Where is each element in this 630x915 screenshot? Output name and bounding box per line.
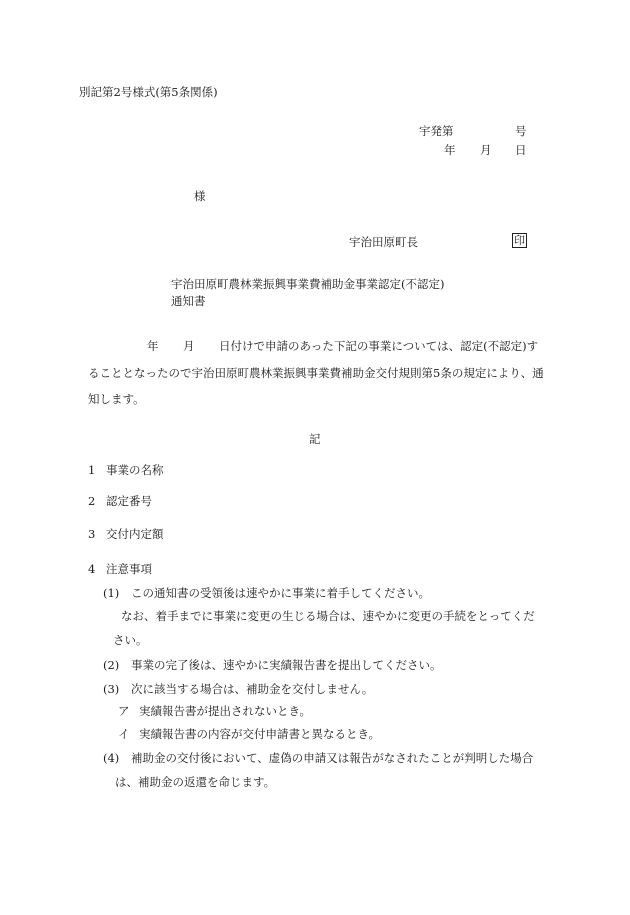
note-4-line1: 補助金の交付後において、虚偽の申請又は報告がなされたことが判明した場合 <box>131 751 534 765</box>
note-1-num: (1) <box>103 586 120 600</box>
note-1-sub-line2: さい。 <box>113 633 148 647</box>
note-2-text: 事業の完了後は、速やかに実績報告書を提出してください。 <box>131 658 442 672</box>
body-line1: 日付けで申請のあった下記の事業については、認定(不認定)す <box>219 339 539 353</box>
date-year-label: 年 <box>444 143 456 157</box>
note-1-text: この通知書の受領後は速やかに事業に着手してください。 <box>131 586 430 600</box>
note-3-num: (3) <box>103 682 120 696</box>
body-date-month: 月 <box>183 339 195 353</box>
note-3-text: 次に該当する場合は、補助金を交付しません。 <box>131 682 374 696</box>
issuer-title: 宇治田原町長 <box>349 235 418 249</box>
seal-mark <box>512 233 527 248</box>
body-line2: ることとなったので宇治田原町農林業振興事業費補助金交付規則第5条の規定により、通 <box>88 366 544 380</box>
item-4-label: 注意事項 <box>106 562 152 576</box>
doc-title-line2: 通知書 <box>171 294 206 308</box>
document-number-suffix: 号 <box>515 124 527 138</box>
item-2-num: 2 <box>88 494 96 508</box>
doc-title-line1: 宇治田原町農林業振興事業費補助金事業認定(不認定) <box>171 277 445 291</box>
date-day-label: 日 <box>515 143 527 157</box>
document-number-prefix: 宇発第 <box>419 124 454 138</box>
recipient-suffix: 様 <box>194 189 206 203</box>
ki-heading: 記 <box>309 432 321 446</box>
note-3b-mark: イ <box>118 727 130 741</box>
note-2-num: (2) <box>103 658 120 672</box>
item-1-num: 1 <box>88 463 96 477</box>
item-2-label: 認定番号 <box>106 494 152 508</box>
item-1-label: 事業の名称 <box>106 463 164 477</box>
item-4-num: 4 <box>88 562 96 576</box>
note-3a-text: 実績報告書が提出されないとき。 <box>139 704 312 718</box>
note-4-num: (4) <box>103 751 120 765</box>
note-4-line2: は、補助金の返還を命じます。 <box>115 775 276 789</box>
date-month-label: 月 <box>480 143 492 157</box>
item-3-num: 3 <box>88 527 96 541</box>
body-line3: 知します。 <box>88 392 145 406</box>
form-label: 別記第2号様式(第5条関係) <box>79 85 218 99</box>
body-date-year: 年 <box>147 339 159 353</box>
note-3a-mark: ア <box>118 704 130 718</box>
note-1-sub-line1: なお、着手までに事業に変更の生じる場合は、速やかに変更の手続をとってくだ <box>121 609 535 623</box>
seal-text: 印 <box>514 234 525 247</box>
note-3b-text: 実績報告書の内容が交付申請書と異なるとき。 <box>139 727 381 741</box>
item-3-label: 交付内定額 <box>106 527 164 541</box>
